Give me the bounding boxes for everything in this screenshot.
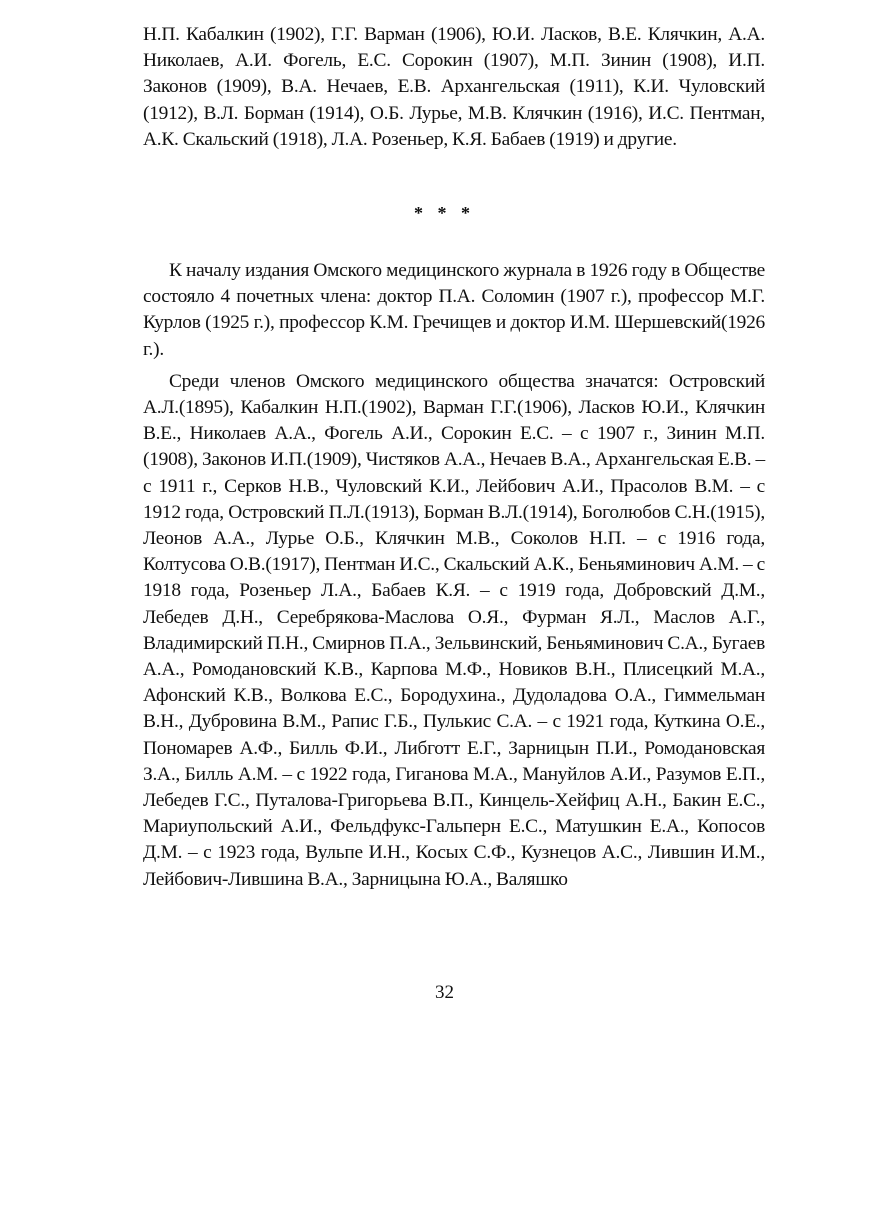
page-number: 32	[435, 982, 454, 1003]
paragraph-honorary-members: К началу издания Омского медицинского журнала в 1926 году в Обществе состояло 4 почетных члена: доктор П.А. Соломин (1907 г.), профессор М.Г. Курлов (1925 г.), профессор К.М. Гречищев и доктор И.М. Шершевский(1926 г.).	[143, 260, 765, 360]
main-text-block	[143, 258, 765, 893]
paragraph-society-members: Среди членов Омского медицинского общества значатся: Островский А.Л.(1895), Кабалкин Н.П.(1902), Варман Г.Г.(1906), Ласков Ю.И., Клячкин В.Е., Николаев А.А., Фогель А.И., Сорокин Е.С. – с 1907 г., Зинин М.П.(1908), Законов И.П.(1909), Чистяков А.А., Нечаев В.А., Архангельская Е.В. – с 1911 г., Серков Н.В., Чуловский К.И., Лейбович А.И., Прасолов В.М. – с 1912 года, Островский П.Л.(1913), Борман В.Л.(1914), Боголюбов С.Н.(1915), Леонов А.А., Лурье О.Б., Клячкин М.В., Соколов Н.П. – с 1916 года, Колтусова О.В.(1917), Пентман И.С., Скальский А.К., Беньяминович А.М. – с 1918 года, Розеньер Л.А., Бабаев К.Я. – с 1919 года, Добровский Д.М., Лебедев Д.Н., Серебрякова-Маслова О.Я., Фурман Я.Л., Маслов А.Г., Владимирский П.Н., Смирнов П.А., Зельвинский, Беньяминович С.А., Бугаев А.А., Ромодановский К.В., Карпова М.Ф., Новиков В.Н., Плисецкий М.А., Афонский К.В., Волкова Е.С., Бородухина., Дудоладова О.А., Гиммельман В.Н., Дубровина В.М., Рапис Г.Б., Пулькис С.А. – с 1921 года, Куткина О.Е., Пономарев А.Ф., Билль Ф.И., Либготт Е.Г., Зарницын П.И., Ромодановская З.А., Билль А.М. – с 1922 года, Гиганова М.А., Мануйлов А.И., Разумов Е.П., Лебедев Г.С., Путалова-Григорьева В.П., Кинцель-Хейфиц А.Н., Бакин Е.С., Мариупольский А.И., Фельдфукс-Гальперн Е.С., Матушкин Е.А., Копосов Д.М. – с 1923 года, Вульпе И.Н., Косых С.Ф., Кузнецов А.С., Лившин И.М., Лейбович-Лившина В.А., Зарницына Ю.А., Валяшко	[143, 370, 765, 890]
intro-text-block	[143, 22, 765, 153]
section-separator: * * *	[414, 203, 475, 223]
intro-paragraph: Н.П. Кабалкин (1902), Г.Г. Варман (1906), Ю.И. Ласков, В.Е. Клячкин, А.А. Николаев, А.И. Фогель, Е.С. Сорокин (1907), М.П. Зинин (1908), И.П. Законов (1909), В.А. Нечаев, Е.В. Архангельская (1911), К.И. Чуловский (1912), В.Л. Борман (1914), О.Б. Лурье, М.В. Клячкин (1916), И.С. Пентман, А.К. Скальский (1918), Л.А. Розеньер, К.Я. Бабаев (1919) и другие.	[143, 24, 765, 150]
